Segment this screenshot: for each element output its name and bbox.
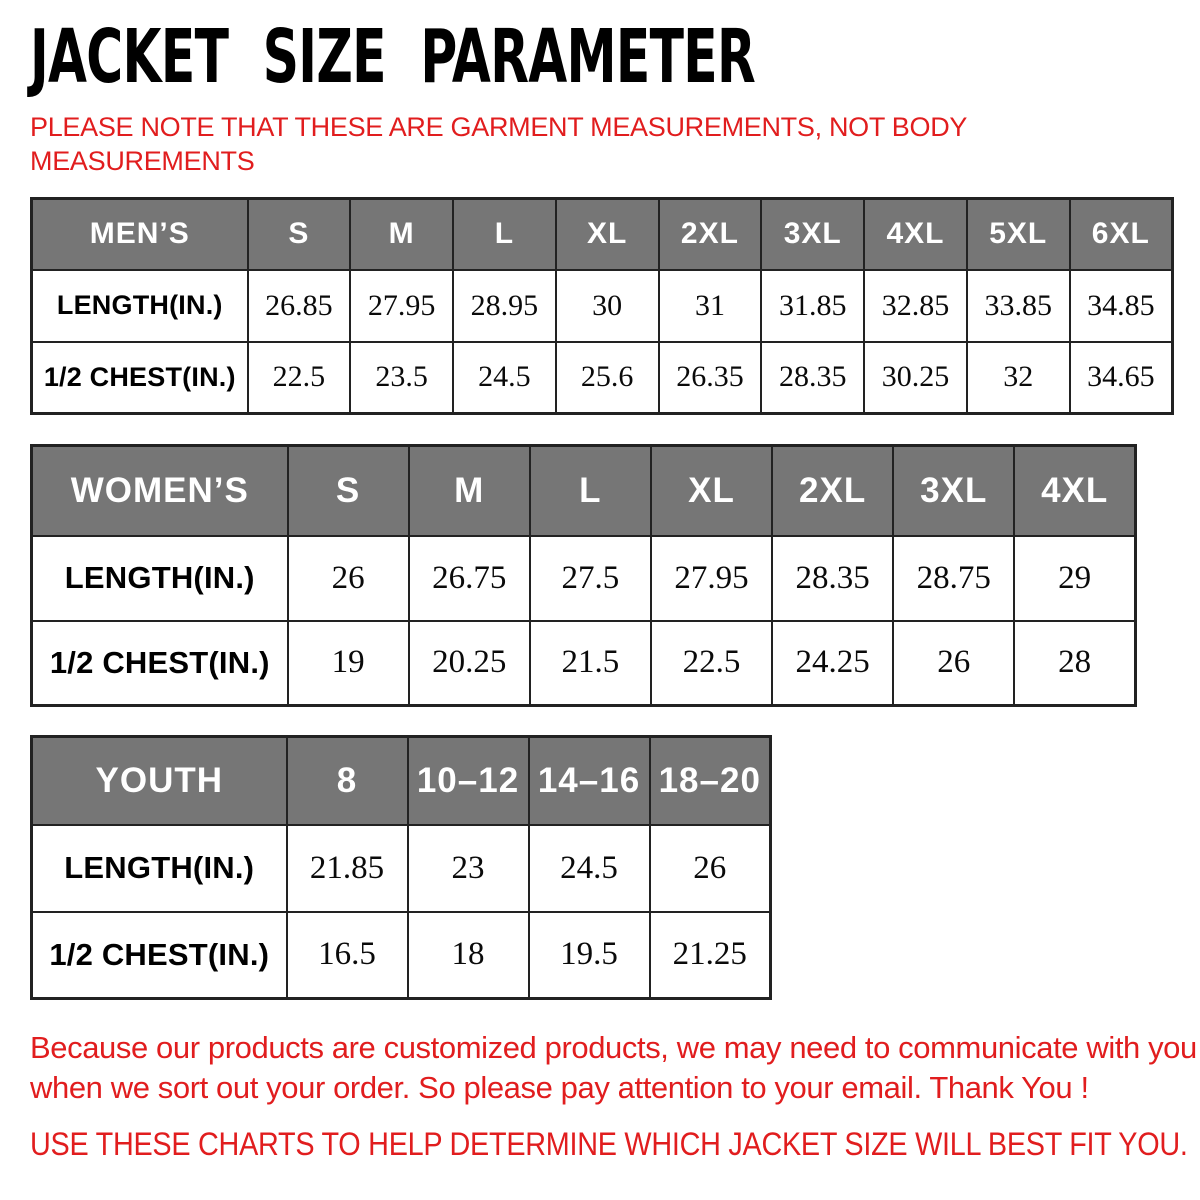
table-row — [32, 270, 1173, 342]
size-value-cell: 23 — [408, 825, 529, 912]
size-value-cell: 24.5 — [453, 342, 556, 414]
row-label: 1/2 CHEST(IN.) — [32, 912, 287, 999]
size-value-cell: 28.35 — [761, 342, 864, 414]
size-value-cell: 20.25 — [409, 621, 530, 706]
size-value-cell: 34.65 — [1070, 342, 1173, 414]
row-label: LENGTH(IN.) — [32, 270, 248, 342]
header-row — [32, 737, 771, 825]
size-value-cell: 26.85 — [248, 270, 351, 342]
size-value-cell: 28.35 — [772, 536, 893, 621]
footer-note-line-1: Because our products are customized products, we may need to communicate with you — [30, 1030, 1197, 1065]
size-value-cell: 23.5 — [350, 342, 453, 414]
row-label: LENGTH(IN.) — [32, 825, 287, 912]
size-value-cell: 31 — [659, 270, 762, 342]
column-header: M — [350, 199, 453, 270]
size-value-cell: 21.25 — [650, 912, 771, 999]
column-header: S — [248, 199, 351, 270]
size-value-cell: 32 — [967, 342, 1070, 414]
header-row — [32, 446, 1136, 536]
column-header: XL — [651, 446, 772, 536]
table-title-cell: MEN’S — [32, 199, 248, 270]
size-value-cell: 33.85 — [967, 270, 1070, 342]
size-value-cell: 19 — [288, 621, 409, 706]
table-row — [32, 536, 1136, 621]
size-value-cell: 26 — [288, 536, 409, 621]
size-value-cell: 27.95 — [651, 536, 772, 621]
footer-note-line-2: when we sort out your order. So please pay attention to your email. Thank You ! — [30, 1070, 1089, 1105]
size-value-cell: 24.25 — [772, 621, 893, 706]
table-row — [32, 825, 771, 912]
size-value-cell: 22.5 — [248, 342, 351, 414]
column-header: S — [288, 446, 409, 536]
column-header: 4XL — [864, 199, 967, 270]
size-value-cell: 25.6 — [556, 342, 659, 414]
size-value-cell: 32.85 — [864, 270, 967, 342]
row-label: LENGTH(IN.) — [32, 536, 288, 621]
size-value-cell: 31.85 — [761, 270, 864, 342]
column-header: 10–12 — [408, 737, 529, 825]
size-value-cell: 21.5 — [530, 621, 651, 706]
table-row — [32, 342, 1173, 414]
column-header: M — [409, 446, 530, 536]
row-label: 1/2 CHEST(IN.) — [32, 621, 288, 706]
page-subtitle — [30, 110, 967, 178]
size-value-cell: 27.5 — [530, 536, 651, 621]
subtitle-line-1: PLEASE NOTE THAT THESE ARE GARMENT MEASUREMENTS, NOT BODY — [30, 112, 968, 142]
column-header: 2XL — [659, 199, 762, 270]
size-value-cell: 26.35 — [659, 342, 762, 414]
table-row — [32, 621, 1136, 706]
table-row — [32, 912, 771, 999]
column-header: 3XL — [893, 446, 1014, 536]
column-header: 3XL — [761, 199, 864, 270]
size-value-cell: 30 — [556, 270, 659, 342]
column-header: XL — [556, 199, 659, 270]
column-header: L — [530, 446, 651, 536]
page-title: JACKET SIZE PARAMETER — [30, 14, 756, 100]
size-value-cell: 24.5 — [529, 825, 650, 912]
size-value-cell: 22.5 — [651, 621, 772, 706]
footer-note — [30, 1028, 1197, 1108]
column-header: 8 — [287, 737, 408, 825]
size-table-womens — [30, 444, 1137, 707]
column-header: 6XL — [1070, 199, 1173, 270]
row-label: 1/2 CHEST(IN.) — [32, 342, 248, 414]
size-table-mens — [30, 197, 1174, 415]
size-value-cell: 28.95 — [453, 270, 556, 342]
subtitle-line-2: MEASUREMENTS — [30, 146, 255, 176]
table-title-cell: YOUTH — [32, 737, 287, 825]
size-value-cell: 34.85 — [1070, 270, 1173, 342]
size-value-cell: 21.85 — [287, 825, 408, 912]
size-value-cell: 28.75 — [893, 536, 1014, 621]
size-value-cell: 26 — [650, 825, 771, 912]
column-header: 14–16 — [529, 737, 650, 825]
size-value-cell: 16.5 — [287, 912, 408, 999]
header-row — [32, 199, 1173, 270]
column-header: 4XL — [1014, 446, 1135, 536]
column-header: L — [453, 199, 556, 270]
size-value-cell: 26 — [893, 621, 1014, 706]
column-header: 5XL — [967, 199, 1070, 270]
size-value-cell: 19.5 — [529, 912, 650, 999]
size-value-cell: 26.75 — [409, 536, 530, 621]
size-value-cell: 30.25 — [864, 342, 967, 414]
size-value-cell: 29 — [1014, 536, 1135, 621]
column-header: 18–20 — [650, 737, 771, 825]
footer-instruction: USE THESE CHARTS TO HELP DETERMINE WHICH JACKET SIZE WILL BEST FIT YOU. — [30, 1126, 1188, 1162]
size-value-cell: 27.95 — [350, 270, 453, 342]
table-title-cell: WOMEN’S — [32, 446, 288, 536]
size-value-cell: 28 — [1014, 621, 1135, 706]
column-header: 2XL — [772, 446, 893, 536]
size-value-cell: 18 — [408, 912, 529, 999]
size-table-youth — [30, 735, 772, 1000]
